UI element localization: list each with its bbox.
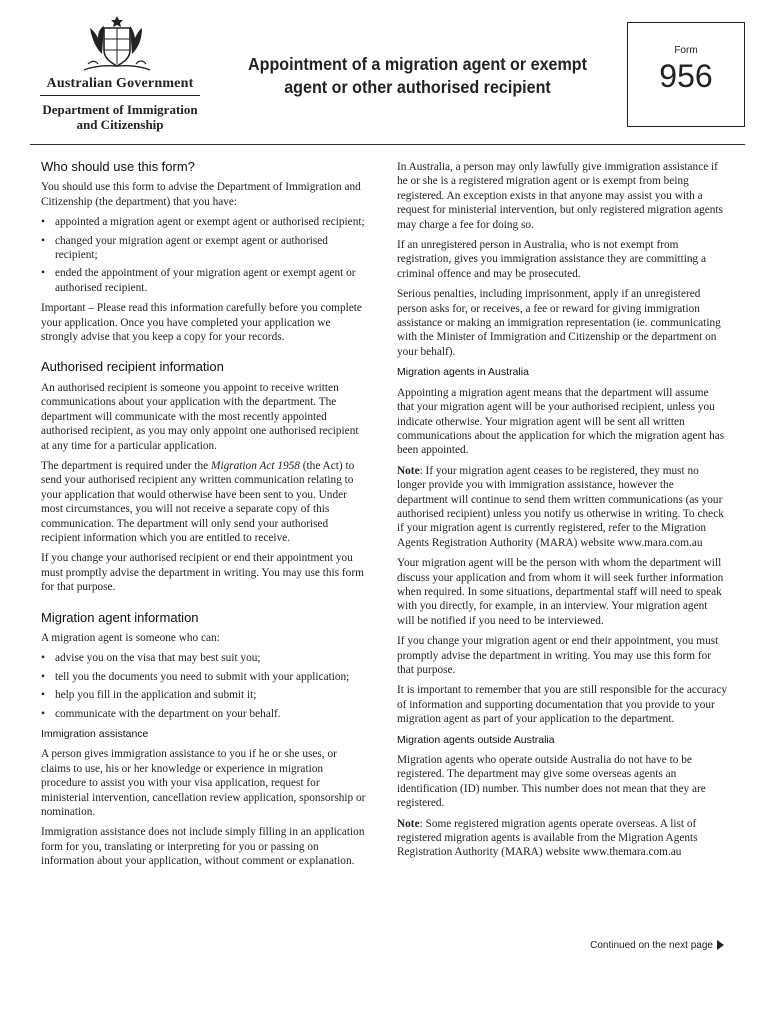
assist-paragraph-2: Immigration assistance does not include simply filling in an application form for you, translating or interpreting for you or passing on information about your application, without comment or explanation. — [41, 826, 365, 868]
auth-paragraph-2: The department is required under the Migration Act 1958 (the Act) to send your authorised recipient any written communication relating to your application that would otherwise have been sent to you. Under most circumstances, you will not receive a separate copy of this communication. The department will only send your authorised recipient information which you are entitled to receive. — [41, 459, 355, 544]
continued-indicator — [590, 940, 724, 951]
assist-paragraph-1: A person gives immigration assistance to you if he or she uses, or claims to use, his or her knowledge or experience in migration procedure to assist you with your visa application, request for ministerial intervention, cancellation review application, sponsorship or nomination. — [41, 748, 366, 819]
form-label: Form — [674, 45, 698, 56]
form-number-box — [627, 22, 745, 127]
list-item: • advise you on the visa that may best suit you; — [41, 651, 366, 665]
who-intro: You should use this form to advise the Department of Immigration and Citizenship (the department) that you have: — [41, 181, 361, 208]
list-item: • help you fill in the application and submit it; — [41, 688, 366, 702]
right-column — [397, 160, 727, 866]
auth-paragraph-1: An authorised recipient is someone you appoint to receive written communications about your application with the department. The department will communicate with the most recently appointed authorised recipient, as you may only appoint one authorised recipient at any time for a particular application. — [41, 381, 359, 452]
heading-authorised-recipient: Authorised recipient information — [41, 359, 224, 375]
in-aus-paragraph-1: Appointing a migration agent means that the department will assume that your migration agent will be your authorised recipient, unless you indicate otherwise. Your migration agent will be sent all written communications about the application for which the migration agent has been appointed. — [397, 386, 725, 457]
heading-migration-agent: Migration agent information — [41, 609, 199, 625]
right-paragraph-1: In Australia, a person may only lawfully give immigration assistance if he or she is a registered migration agent or is exempt from being registered. An exception exists in that anyone may assist you with a request for ministerial intervention, but only registered migration agents may charge a fee for doing so. — [397, 161, 723, 231]
in-aus-note: Note: If your migration agent ceases to be registered, they must no longer provide you with immigration assistance, however the department will continue to send them written communications (as your authorised recipient) unless you notify us otherwise in writing. To check if your migration agent is currently registered, refer to the Migration Agents Registration Authority (MARA) website www.mara.com.au — [397, 464, 724, 549]
in-aus-paragraph-2: Your migration agent will be the person with whom the department will discuss your application and from whom it will seek further information when required. In some situations, departmental staff will need to speak with you directly, for example, in an interview. Your migration agent will be notified if you need to be interviewed. — [397, 557, 724, 627]
heading-agents-in-australia: Migration agents in Australia — [397, 366, 529, 379]
heading-agents-outside-australia: Migration agents outside Australia — [397, 733, 555, 746]
note-label: Note — [397, 817, 420, 830]
important-note: Important – Please read this information carefully before you complete your application. Once you have completed your application we strongly advise that you keep a copy for your records. — [41, 302, 362, 344]
auth-paragraph-3: If you change your authorised recipient or end their appointment you must promptly advise the department in writing. You may use this form for that purpose. — [41, 552, 364, 594]
right-paragraph-3: Serious penalties, including imprisonment, apply if an unregistered person asks for, or receives, a fee or reward for giving immigration assistance or making an immigration representation (ie. communicating with the Minister of Immigration and Citizenship or the department on your behalf). — [397, 288, 721, 358]
heading-who-should-use: Who should use this form? — [41, 159, 195, 174]
form-number: 956 — [659, 58, 713, 94]
list-item: • changed your migration agent or exempt agent or authorised recipient; — [41, 234, 366, 263]
list-item: • ended the appointment of your migration agent or exempt agent or authorised recipient. — [41, 266, 366, 295]
in-aus-paragraph-4: It is important to remember that you are still responsible for the accuracy of information and supporting documentation that you provide to your migration agent as part of your application to the department. — [397, 684, 728, 726]
agent-list — [41, 651, 366, 721]
in-aus-paragraph-3: If you change your migration agent or end their appointment, you must promptly advise the department in writing. You may use this form for that purpose. — [397, 635, 719, 676]
list-item: • communicate with the department on your behalf. — [41, 707, 366, 721]
out-aus-paragraph-1: Migration agents who operate outside Australia do not have to be registered. The department may give some overseas agents an identification (ID) number. This number does not mean that they are registered. — [397, 754, 706, 810]
logo-divider — [40, 95, 200, 96]
arrow-right-icon — [717, 940, 724, 950]
header-divider — [30, 144, 745, 145]
form-title: Appointment of a migration agent or exempt agent or other authorised recipient — [247, 54, 588, 97]
act-name: Migration Act 1958 — [211, 459, 300, 472]
agent-intro: A migration agent is someone who can: — [41, 631, 220, 644]
coat-of-arms-emblem — [74, 14, 160, 74]
government-name: Australian Government — [46, 76, 194, 91]
right-paragraph-2: If an unregistered person in Australia, who is not exempt from registration, gives you immigration assistance they are committing a criminal offence and may be prosecuted. — [397, 239, 707, 280]
heading-immigration-assistance: Immigration assistance — [41, 728, 149, 740]
note-label: Note — [397, 464, 420, 477]
page-header — [0, 0, 768, 145]
list-item: • tell you the documents you need to submit with your application; — [41, 670, 366, 684]
government-logo-text — [40, 76, 200, 132]
out-aus-note: Note: Some registered migration agents operate overseas. A list of registered migration agents is available from the Migration Agents Registration Authority (MARA) website www.themara.com.au — [397, 817, 698, 859]
who-list — [41, 215, 366, 295]
continued-text: Continued on the next page — [590, 940, 713, 951]
list-item: • appointed a migration agent or exempt agent or authorised recipient; — [41, 215, 366, 229]
left-column — [41, 160, 366, 875]
department-name: Department of Immigration and Citizenship — [42, 102, 198, 132]
